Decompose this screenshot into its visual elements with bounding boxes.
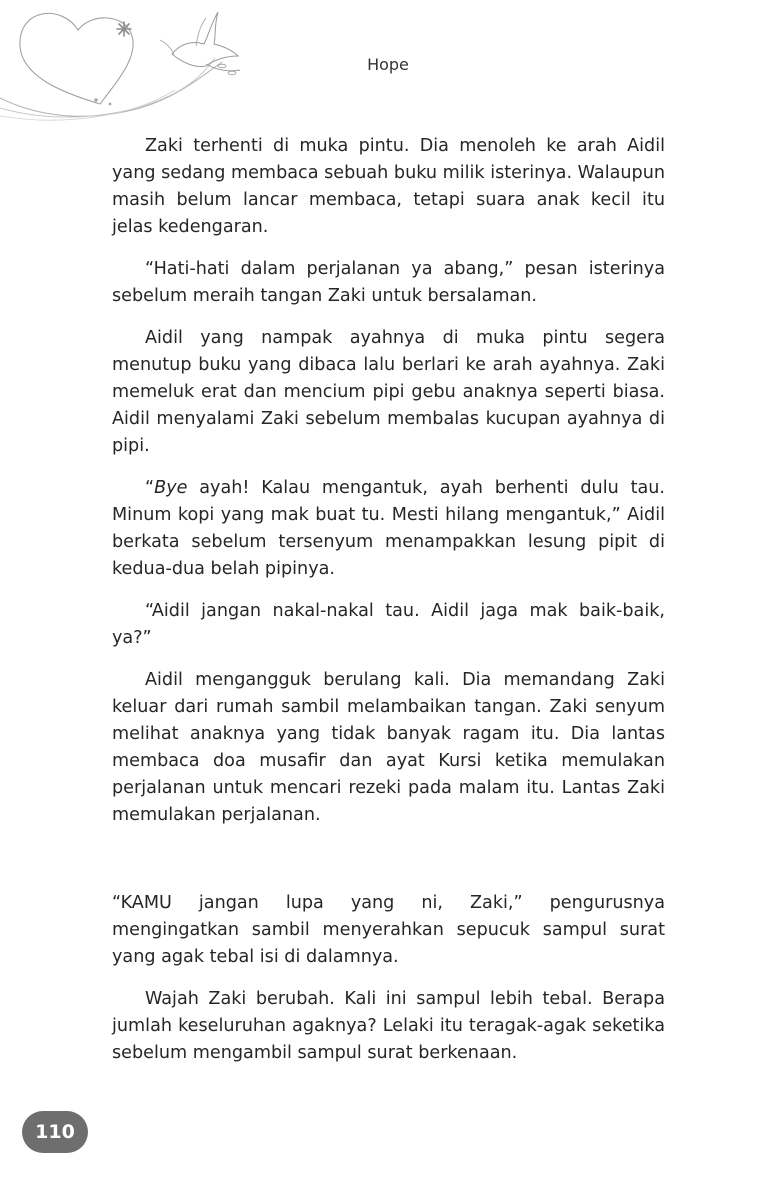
paragraph: “KAMU jangan lupa yang ni, Zaki,” pengurusnya mengingatkan sambil menyerahkan sepucuk sampul surat yang agak tebal isi di dalamnya. — [112, 893, 665, 967]
paragraph: Aidil mengangguk berulang kali. Dia memandang Zaki keluar dari rumah sambil melambaikan tangan. Zaki senyum melihat anaknya yang tidak banyak ragam itu. Dia lantas membaca doa musafir dan ayat Kursi ketika memulakan perjalanan untuk mencari rezeki pada malam itu. Lantas Zaki memulakan perjalanan. — [112, 670, 665, 825]
section-break — [112, 844, 665, 890]
paragraph: “Aidil jangan nakal-nakal tau. Aidil jaga mak baik-baik, ya?” — [112, 601, 665, 648]
running-header-title: Hope — [367, 55, 409, 74]
paragraph: Wajah Zaki berubah. Kali ini sampul lebih tebal. Berapa jumlah keseluruhan agaknya? Lelaki itu teragak-agak seketika sebelum mengambil sampul surat berkenaan. — [112, 989, 665, 1063]
open-quote: “ — [145, 478, 155, 498]
paragraph: “Hati-hati dalam perjalanan ya abang,” pesan isterinya sebelum meraih tangan Zaki untuk bersalaman. — [112, 259, 665, 306]
paragraph-rest: ayah! Kalau mengantuk, ayah berhenti dulu tau. Minum kopi yang mak buat tu. Mesti hilang mengantuk,” Aidil berkata sebelum tersenyum menampakkan lesung pipit di kedua-dua belah pipinya. — [112, 478, 665, 579]
body-text — [112, 133, 665, 1082]
italic-word: Bye — [154, 478, 188, 498]
paragraph: Aidil yang nampak ayahnya di muka pintu segera menutup buku yang dibaca lalu berlari ke arah ayahnya. Zaki memeluk erat dan mencium pipi gebu anaknya seperti biasa. Aidil menyalami Zaki sebelum membalas kucupan ayahnya di pipi. — [112, 328, 665, 456]
page-number-badge: 110 — [22, 1111, 88, 1153]
paragraph — [112, 475, 665, 583]
paragraph: Zaki terhenti di muka pintu. Dia menoleh ke arah Aidil yang sedang membaca sebuah buku milik isterinya. Walaupun masih belum lancar membaca, tetapi suara anak kecil itu jelas kedengaran. — [112, 136, 665, 237]
